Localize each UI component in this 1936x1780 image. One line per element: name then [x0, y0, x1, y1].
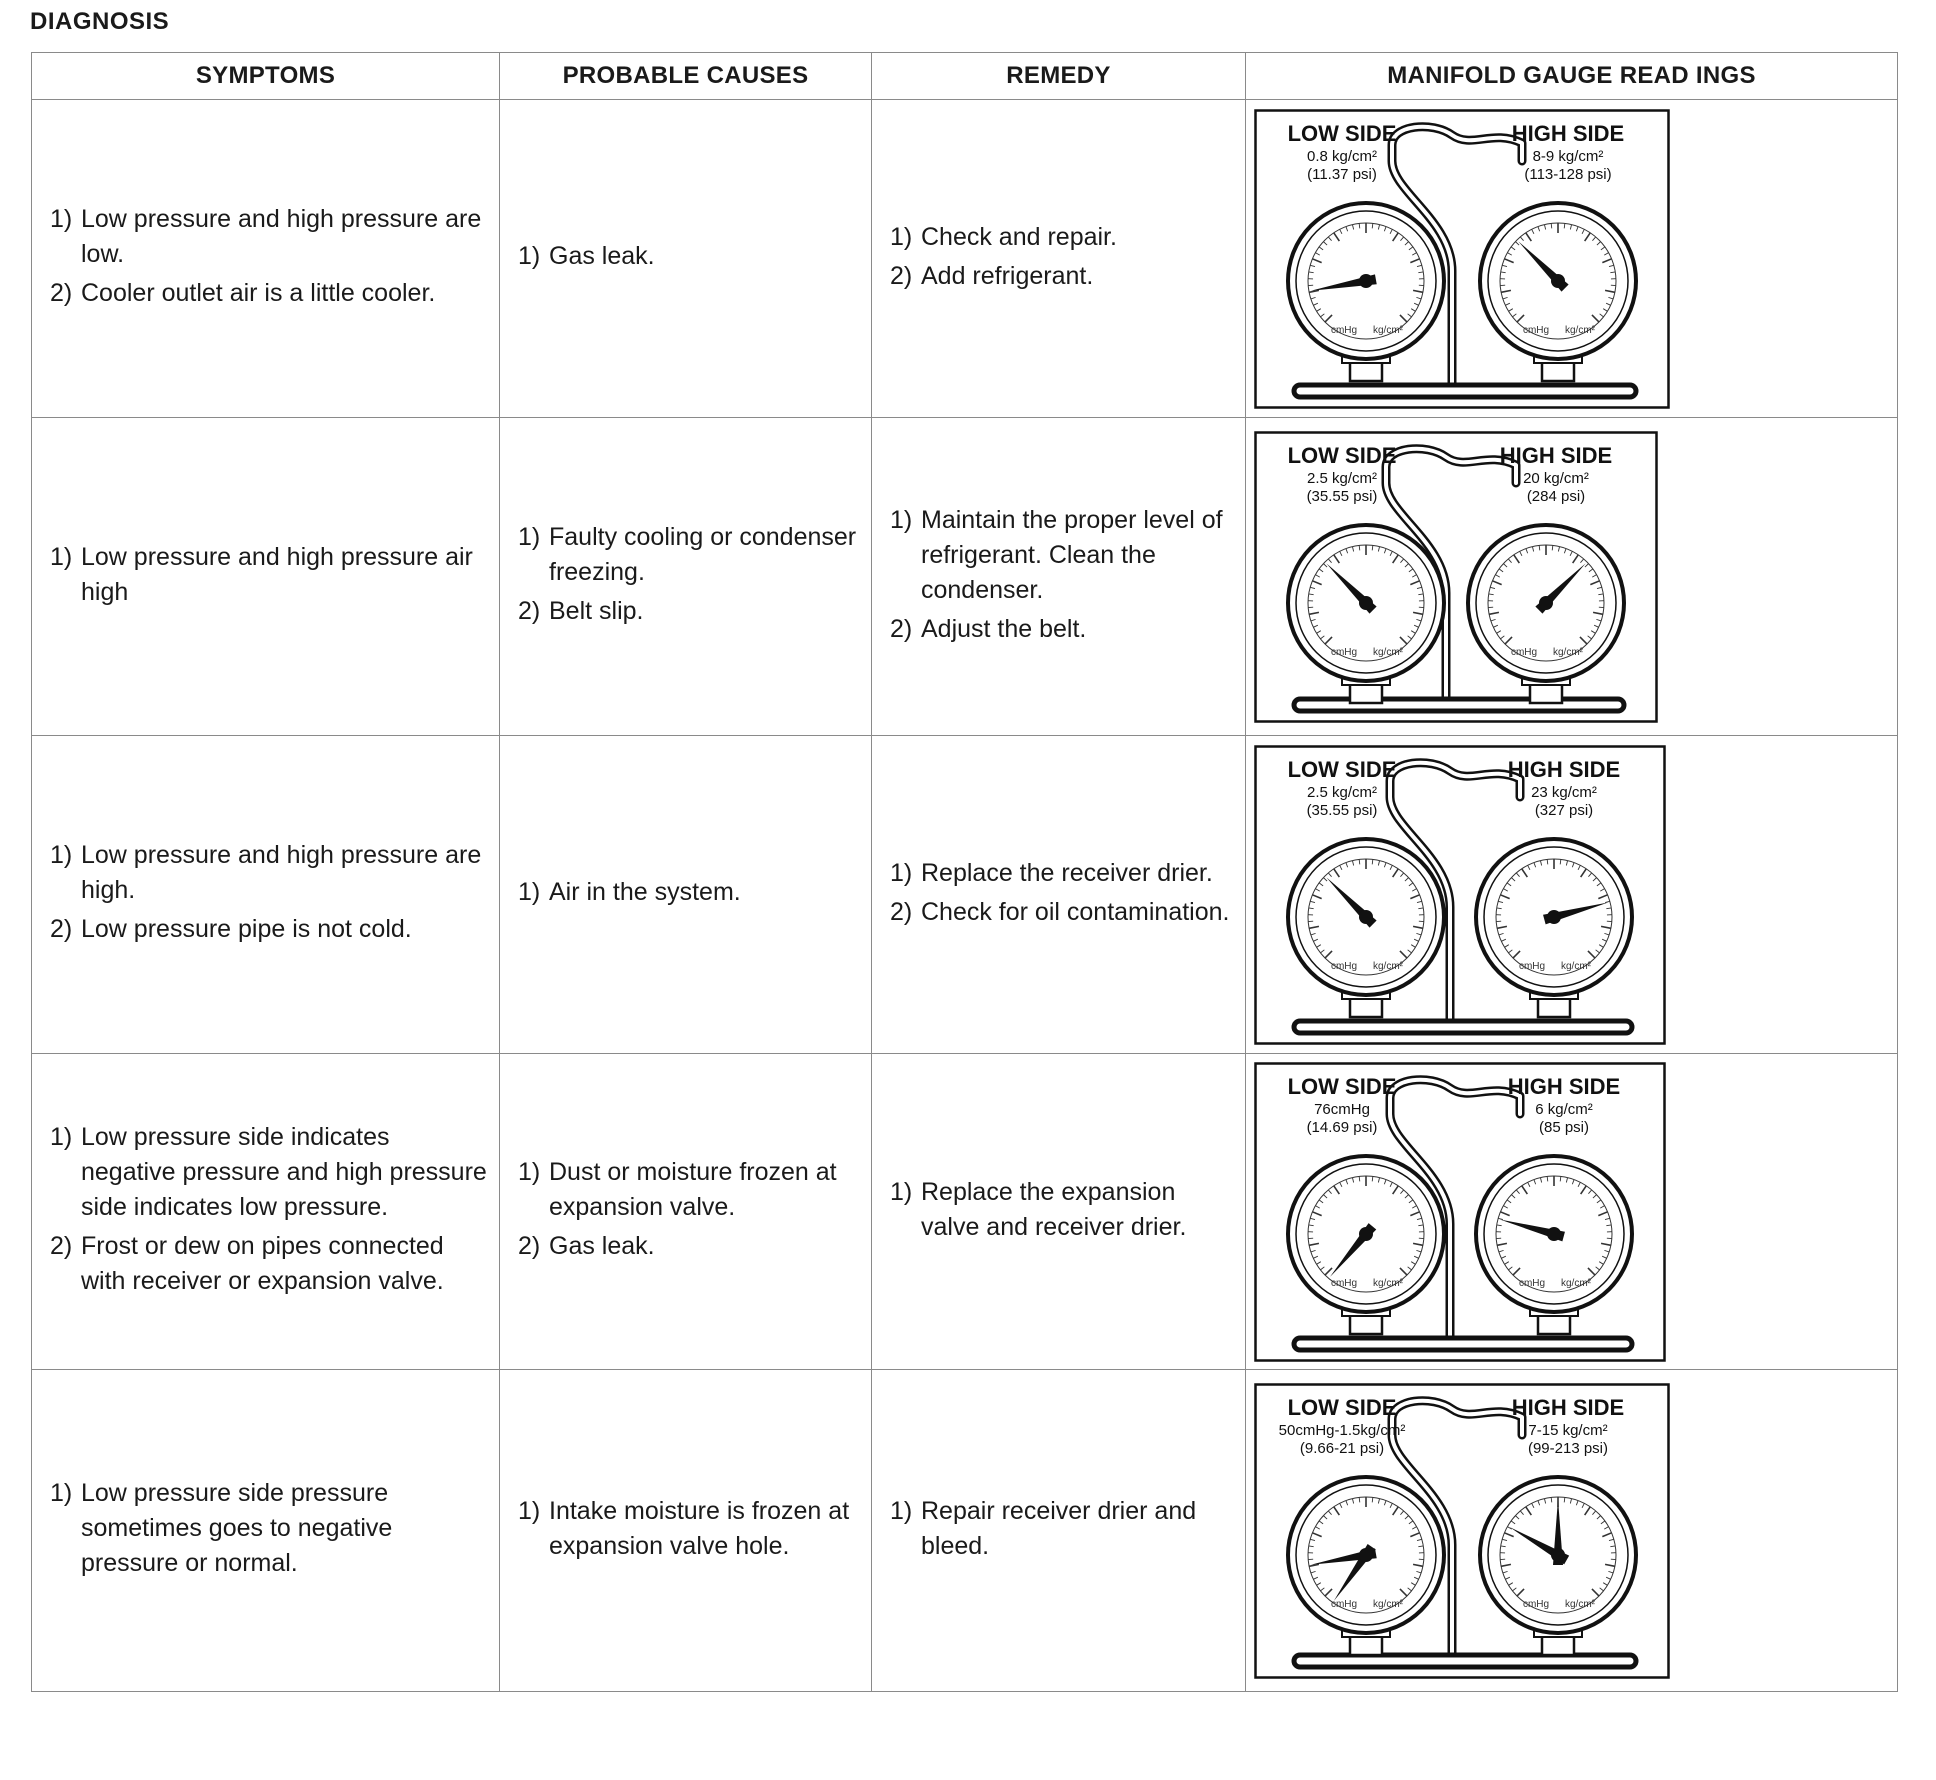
low-side-psi: (35.55 psi) — [1306, 801, 1378, 819]
item-number: 1) — [518, 523, 541, 551]
gauge-unit-left: cmHg — [1330, 1598, 1358, 1610]
item-number: 2) — [890, 897, 913, 926]
list-item — [518, 1494, 859, 1564]
manifold-gauge-diagram — [1254, 431, 1658, 723]
header-manifold-gauge-readings: MANIFOLD GAUGE READ INGS — [1246, 53, 1898, 100]
gauge-tick — [1359, 859, 1360, 864]
list-item — [518, 1155, 859, 1225]
list-item — [518, 520, 859, 590]
high-side-psi: (284 psi) — [1526, 487, 1586, 505]
item-text: Cooler outlet air is a little cooler. — [81, 279, 436, 307]
manifold-gauge-cell — [1246, 1370, 1898, 1692]
remedy-cell — [872, 418, 1246, 736]
low-side-psi: (11.37 psi) — [1307, 165, 1377, 183]
manifold-gauge-cell — [1246, 736, 1898, 1054]
symptoms-cell-list — [32, 838, 499, 947]
high-side-label: HIGH SIDE — [1511, 120, 1625, 146]
gauge-tick — [1560, 859, 1561, 864]
low-side-value: 0.8 kg/cm² — [1306, 147, 1378, 165]
item-text: Faulty cooling or condenser freezing. — [549, 523, 857, 586]
manifold-gauge-cell — [1246, 418, 1898, 736]
probable-causes-cell — [500, 736, 872, 1054]
list-item — [890, 503, 1233, 608]
gauge-unit-right: kg/cm² — [1373, 1277, 1403, 1289]
list-item — [890, 220, 1233, 255]
low-side-psi: (14.69 psi) — [1306, 1118, 1378, 1136]
list-item — [890, 259, 1233, 294]
gauge-hub — [1359, 910, 1373, 924]
gauge-tick — [1564, 223, 1565, 228]
high-side-psi: (113-128 psi) — [1524, 165, 1612, 183]
gauge-unit-right: kg/cm² — [1561, 960, 1591, 972]
symptoms-cell — [32, 418, 500, 736]
gauge-tick — [1547, 1176, 1548, 1181]
high-side-label: HIGH SIDE — [1507, 756, 1621, 782]
high-side-label: HIGH SIDE — [1507, 1073, 1621, 1099]
gauge-tick — [1372, 1176, 1373, 1181]
list-item — [518, 875, 859, 910]
remedy-cell-list — [872, 220, 1245, 294]
table-row — [32, 1054, 1898, 1370]
item-number: 2) — [50, 1232, 73, 1260]
gauge-tick — [1359, 223, 1360, 228]
item-number: 1) — [890, 505, 913, 534]
low-side-value: 2.5 kg/cm² — [1306, 783, 1378, 801]
probable-causes-cell — [500, 100, 872, 418]
list-item — [50, 276, 487, 311]
high-side-psi: (85 psi) — [1538, 1118, 1590, 1136]
item-number: 1) — [50, 841, 73, 869]
gauge-hub — [1551, 274, 1565, 288]
gauge-hub — [1359, 1548, 1373, 1562]
item-number: 2) — [50, 915, 73, 943]
low-side-psi: (35.55 psi) — [1306, 487, 1378, 505]
item-number: 1) — [890, 1177, 913, 1206]
high-side-value: 6 kg/cm² — [1535, 1100, 1593, 1118]
gauge-unit-right: kg/cm² — [1553, 646, 1583, 658]
gauge-hub — [1551, 1548, 1565, 1562]
list-item — [50, 1229, 487, 1299]
high-side-value: 20 kg/cm² — [1523, 469, 1589, 487]
gauge-unit-right: kg/cm² — [1561, 1277, 1591, 1289]
gauge-unit-left: cmHg — [1518, 960, 1546, 972]
diagnosis-table — [31, 52, 1898, 1692]
remedy-cell — [872, 1370, 1246, 1692]
list-item — [518, 1229, 859, 1264]
item-text: Intake moisture is frozen at expansion valve hole. — [549, 1496, 850, 1560]
item-number: 2) — [50, 279, 73, 307]
probable-causes-cell-list — [500, 1494, 871, 1564]
list-item — [50, 540, 487, 610]
item-number: 1) — [890, 222, 913, 251]
high-side-label: HIGH SIDE — [1499, 442, 1613, 468]
high-side-value: 8-9 kg/cm² — [1532, 147, 1604, 165]
item-text: Dust or moisture frozen at expansion valve. — [549, 1158, 837, 1221]
gauge-unit-left: cmHg — [1330, 646, 1358, 658]
item-number: 1) — [50, 205, 73, 233]
gauge-tick — [1551, 223, 1552, 228]
item-text: Low pressure side indicates negative pressure and high pressure side indicates low pressure. — [81, 1123, 487, 1221]
list-item — [890, 1175, 1233, 1245]
gauge-unit-left: cmHg — [1330, 324, 1358, 336]
manifold-gauge-diagram — [1254, 1383, 1670, 1679]
remedy-cell-list — [872, 1175, 1245, 1245]
gauge-tick — [1551, 1497, 1552, 1502]
item-text: Low pressure and high pressure air high — [81, 542, 473, 606]
item-number: 1) — [518, 242, 541, 270]
low-side-label: LOW SIDE — [1287, 120, 1397, 146]
header-remedy: REMEDY — [872, 53, 1246, 100]
item-text: Air in the system. — [549, 878, 741, 906]
list-item — [50, 1120, 487, 1225]
item-text: Gas leak. — [549, 242, 655, 270]
probable-causes-cell-list — [500, 875, 871, 910]
manifold-base — [1294, 699, 1624, 711]
manifold-base — [1294, 1021, 1632, 1033]
gauge-unit-left: cmHg — [1522, 324, 1550, 336]
item-text: Check and repair. — [921, 222, 1117, 251]
gauge-unit-right: kg/cm² — [1373, 324, 1403, 336]
page-title: DIAGNOSIS — [30, 8, 170, 35]
gauge-tick — [1547, 859, 1548, 864]
gauge-unit-left: cmHg — [1330, 960, 1358, 972]
remedy-cell — [872, 100, 1246, 418]
probable-causes-cell — [500, 418, 872, 736]
gauge-hub — [1539, 596, 1553, 610]
low-side-value: 76cmHg — [1314, 1100, 1370, 1118]
list-item — [518, 239, 859, 274]
symptoms-cell-list — [32, 540, 499, 610]
low-side-psi: (9.66-21 psi) — [1299, 1439, 1385, 1457]
symptoms-cell — [32, 736, 500, 1054]
remedy-cell-list — [872, 856, 1245, 930]
gauge-tick — [1564, 1497, 1565, 1502]
gauge-tick — [1372, 223, 1373, 228]
list-item — [890, 895, 1233, 930]
manifold-base — [1294, 1338, 1632, 1350]
gauge-tick — [1560, 1176, 1561, 1181]
manifold-gauge-diagram — [1254, 745, 1666, 1045]
high-side-value: 7-15 kg/cm² — [1528, 1421, 1608, 1439]
item-text: Replace the receiver drier. — [921, 858, 1213, 887]
header-probable-causes: PROBABLE CAUSES — [500, 53, 872, 100]
list-item — [50, 912, 487, 947]
gauge-unit-right: kg/cm² — [1373, 646, 1403, 658]
item-text: Belt slip. — [549, 597, 644, 625]
symptoms-cell-list — [32, 1120, 499, 1299]
list-item — [890, 1494, 1233, 1564]
list-item — [50, 202, 487, 272]
list-item — [518, 594, 859, 629]
manifold-base — [1294, 1655, 1636, 1667]
table-row — [32, 1370, 1898, 1692]
item-number: 1) — [890, 1496, 913, 1525]
gauge-unit-left: cmHg — [1510, 646, 1538, 658]
gauge-unit-right: kg/cm² — [1373, 1598, 1403, 1610]
item-number: 1) — [50, 1479, 73, 1507]
probable-causes-cell — [500, 1054, 872, 1370]
list-item — [890, 612, 1233, 647]
table-row — [32, 736, 1898, 1054]
remedy-cell — [872, 1054, 1246, 1370]
remedy-cell-list — [872, 1494, 1245, 1564]
gauge-unit-right: kg/cm² — [1373, 960, 1403, 972]
item-text: Check for oil contamination. — [921, 897, 1230, 926]
gauge-hub — [1359, 596, 1373, 610]
high-side-label: HIGH SIDE — [1511, 1394, 1625, 1420]
table-row — [32, 418, 1898, 736]
gauge-tick — [1359, 545, 1360, 550]
gauge-tick — [1359, 1176, 1360, 1181]
low-side-label: LOW SIDE — [1287, 1394, 1397, 1420]
gauge-unit-left: cmHg — [1330, 1277, 1358, 1289]
item-number: 1) — [50, 1123, 73, 1151]
item-number: 2) — [518, 1232, 541, 1260]
low-side-label: LOW SIDE — [1287, 756, 1397, 782]
item-text: Adjust the belt. — [921, 614, 1087, 643]
item-text: Add refrigerant. — [921, 261, 1094, 290]
manifold-base — [1294, 385, 1636, 397]
symptoms-cell — [32, 100, 500, 418]
item-number: 1) — [50, 542, 73, 571]
gauge-tick — [1539, 545, 1540, 550]
header-symptoms: SYMPTOMS — [32, 53, 500, 100]
gauge-hub — [1547, 910, 1561, 924]
gauge-unit-left: cmHg — [1518, 1277, 1546, 1289]
item-text: Low pressure and high pressure are low. — [81, 205, 482, 268]
header-row — [32, 53, 1898, 100]
list-item — [890, 856, 1233, 891]
item-text: Low pressure pipe is not cold. — [81, 915, 412, 943]
probable-causes-cell-list — [500, 520, 871, 629]
gauge-tick — [1372, 1497, 1373, 1502]
item-number: 1) — [518, 878, 541, 906]
gauge-hub — [1547, 1227, 1561, 1241]
symptoms-cell — [32, 1370, 500, 1692]
item-text: Frost or dew on pipes connected with receiver or expansion valve. — [81, 1232, 444, 1295]
gauge-hub — [1359, 274, 1373, 288]
symptoms-cell-list — [32, 202, 499, 311]
symptoms-cell-list — [32, 1476, 499, 1581]
list-item — [50, 1476, 487, 1581]
low-side-label: LOW SIDE — [1287, 1073, 1397, 1099]
high-side-psi: (327 psi) — [1534, 801, 1594, 819]
manifold-gauge-diagram — [1254, 109, 1670, 409]
gauge-hub — [1359, 1227, 1373, 1241]
gauge-tick — [1552, 545, 1553, 550]
remedy-cell — [872, 736, 1246, 1054]
table-row — [32, 100, 1898, 418]
item-text: Low pressure and high pressure are high. — [81, 841, 482, 904]
item-text: Replace the expansion valve and receiver drier. — [921, 1177, 1187, 1241]
low-side-value: 50cmHg-1.5kg/cm² — [1278, 1421, 1406, 1439]
list-item — [50, 838, 487, 908]
probable-causes-cell — [500, 1370, 872, 1692]
probable-causes-cell-list — [500, 239, 871, 274]
low-side-label: LOW SIDE — [1287, 442, 1397, 468]
gauge-tick — [1372, 545, 1373, 550]
item-number: 1) — [518, 1158, 541, 1186]
item-text: Low pressure side pressure sometimes goes to negative pressure or normal. — [81, 1479, 393, 1577]
item-number: 2) — [518, 597, 541, 625]
gauge-unit-right: kg/cm² — [1565, 1598, 1595, 1610]
item-text: Repair receiver drier and bleed. — [921, 1496, 1197, 1560]
item-text: Gas leak. — [549, 1232, 655, 1260]
remedy-cell-list — [872, 503, 1245, 647]
manifold-gauge-diagram — [1254, 1062, 1666, 1362]
high-side-psi: (99-213 psi) — [1527, 1439, 1609, 1457]
gauge-unit-left: cmHg — [1522, 1598, 1550, 1610]
high-side-value: 23 kg/cm² — [1531, 783, 1597, 801]
item-text: Maintain the proper level of refrigerant. Clean the condenser. — [921, 505, 1223, 604]
manifold-gauge-cell — [1246, 100, 1898, 418]
gauge-tick — [1359, 1497, 1360, 1502]
item-number: 1) — [518, 1496, 541, 1525]
probable-causes-cell-list — [500, 1155, 871, 1264]
item-number: 2) — [890, 614, 913, 643]
item-number: 2) — [890, 261, 913, 290]
item-number: 1) — [890, 858, 913, 887]
symptoms-cell — [32, 1054, 500, 1370]
gauge-unit-right: kg/cm² — [1565, 324, 1595, 336]
low-side-value: 2.5 kg/cm² — [1306, 469, 1378, 487]
manifold-gauge-cell — [1246, 1054, 1898, 1370]
gauge-tick — [1372, 859, 1373, 864]
